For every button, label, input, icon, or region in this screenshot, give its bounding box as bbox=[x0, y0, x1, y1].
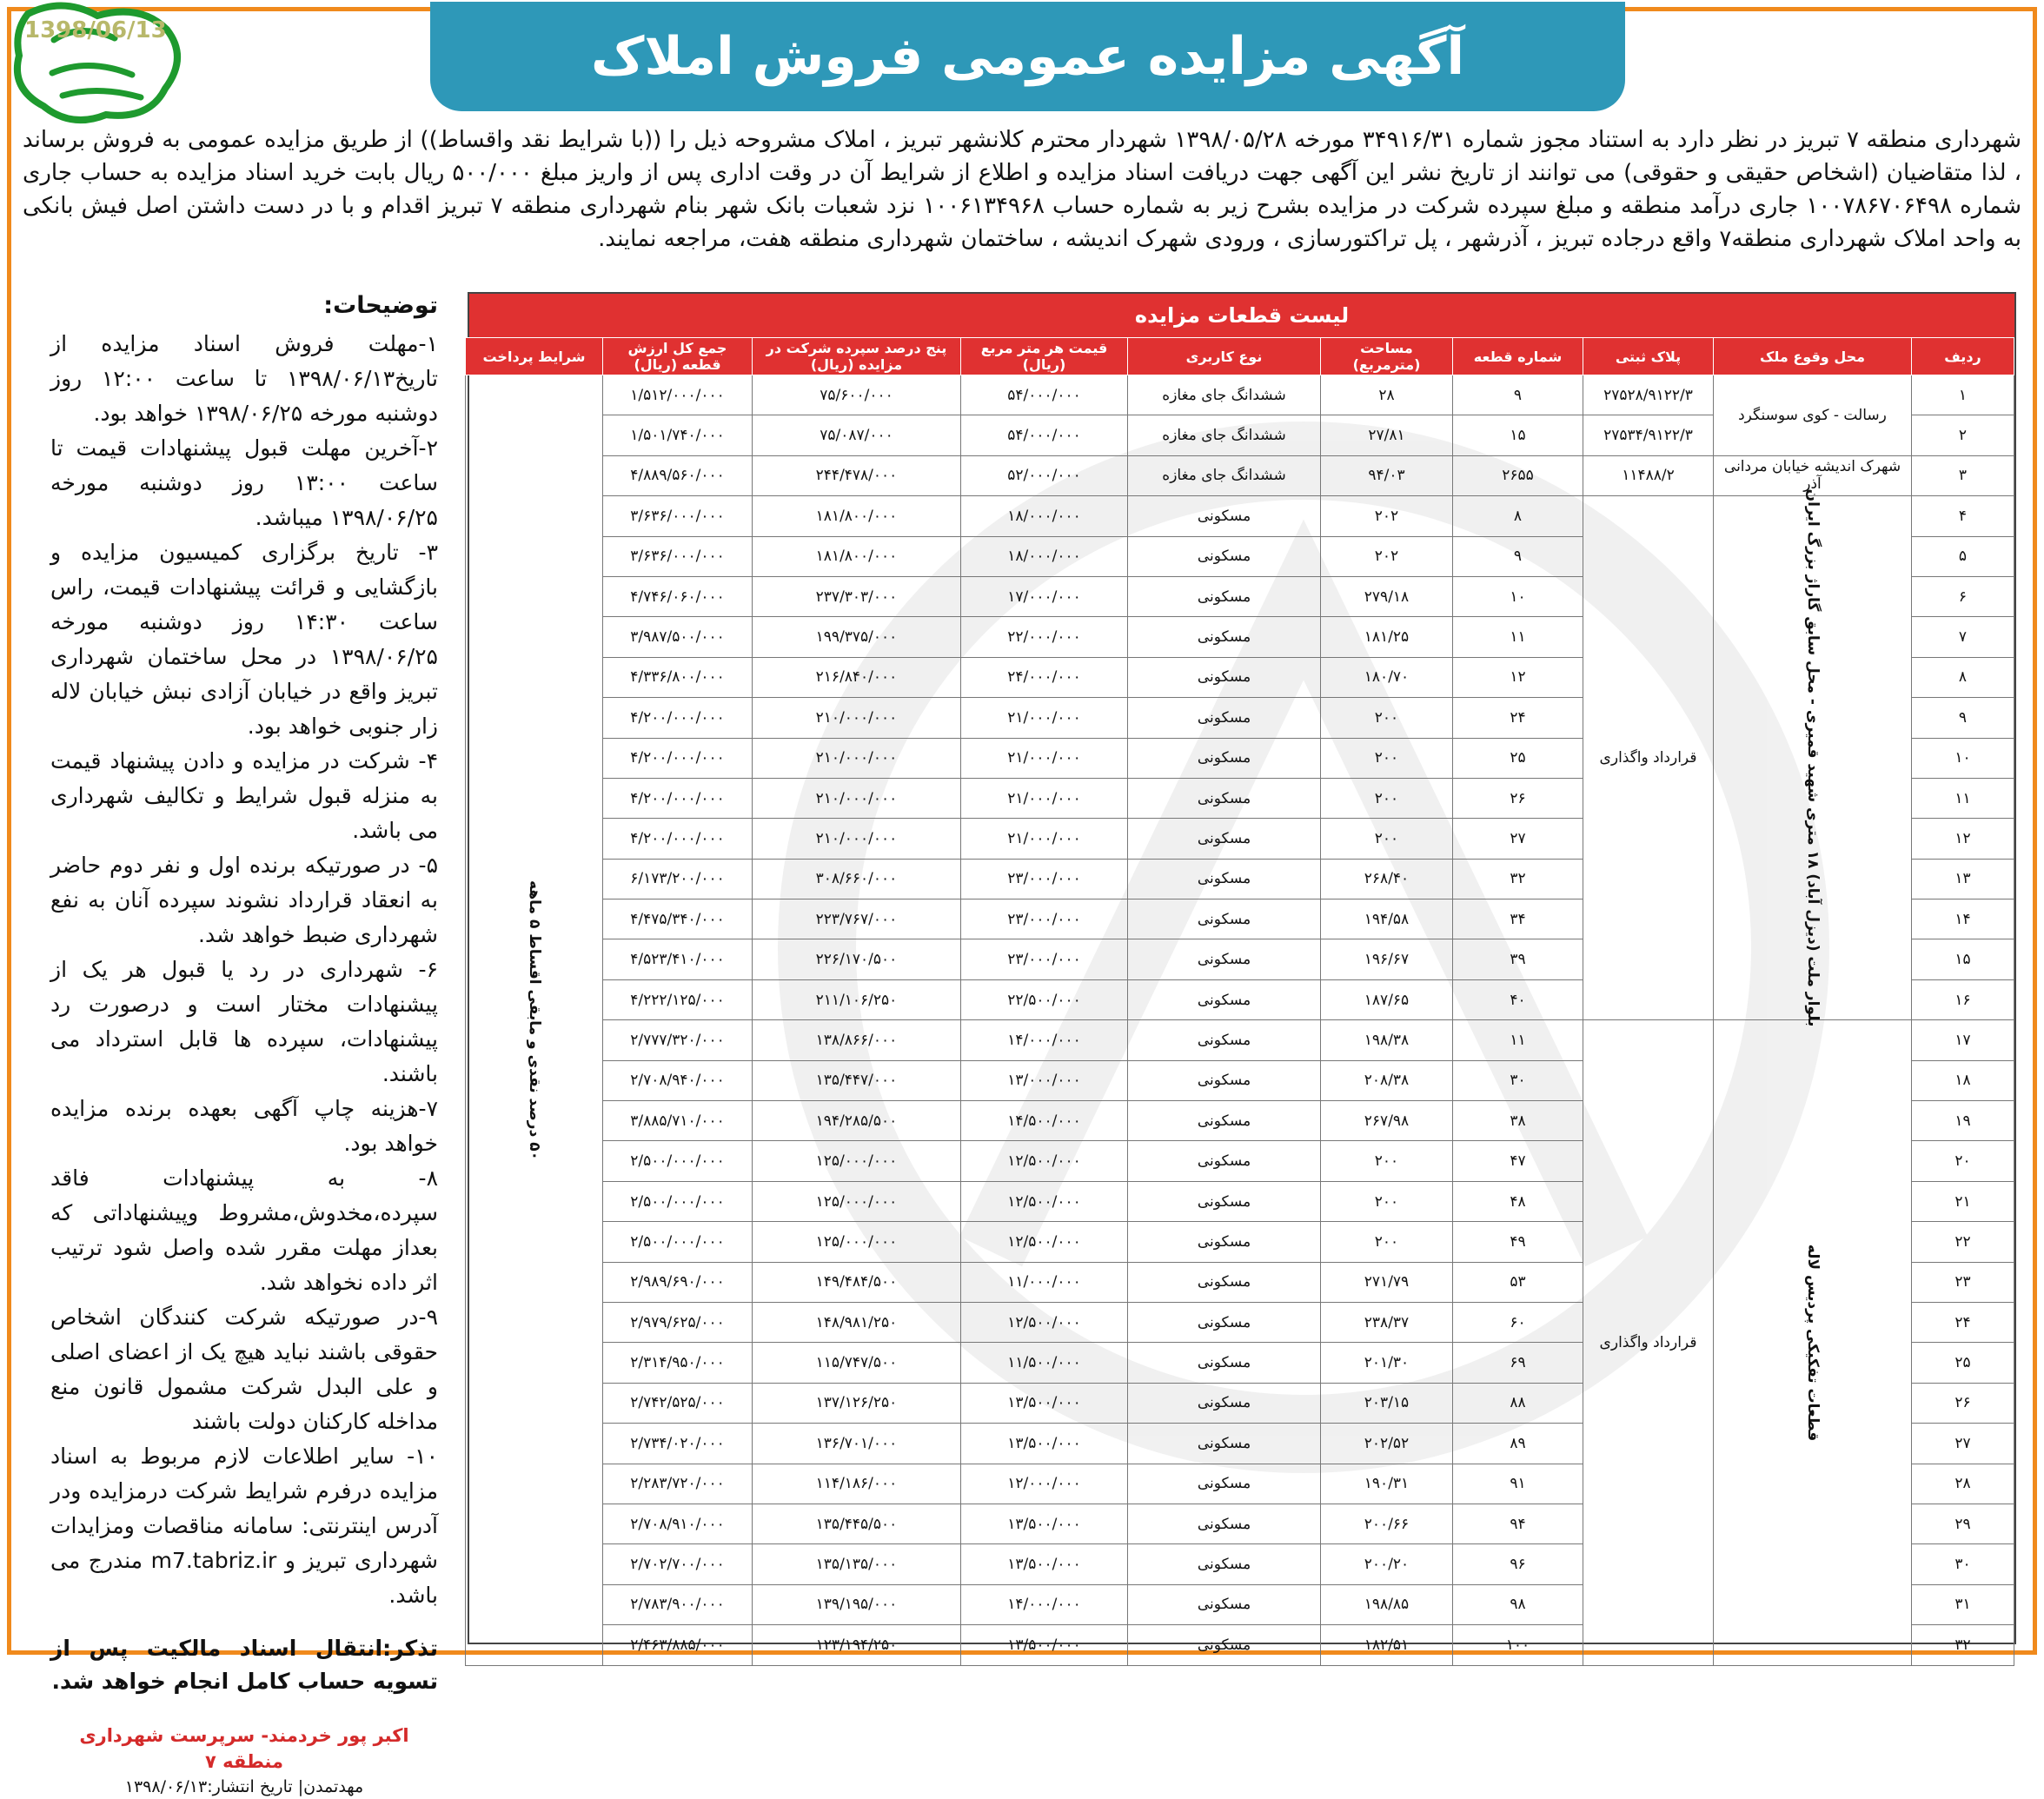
area-cell: ۲۳۸/۳۷ bbox=[1321, 1302, 1453, 1342]
price-per-meter-cell: ۱۸/۰۰۰/۰۰۰ bbox=[961, 536, 1128, 576]
note-item: ۶- شهرداری در رد یا قبول هر یک از پیشنهادات مختار است و درصورت رد پیشنهادات، سپرده ها قابل استرداد می باشند. bbox=[50, 957, 438, 1086]
page-title: آگهی مزایده عمومی فروش املاک bbox=[590, 26, 1465, 87]
title-banner bbox=[430, 2, 1625, 111]
payment-terms-text: ۵۰ درصد نقدی و مابقی اقساط ۵ ماهه bbox=[525, 880, 543, 1160]
total-value-cell: ۲/۵۰۰/۰۰۰/۰۰۰ bbox=[603, 1222, 753, 1262]
usage-cell: مسکونی bbox=[1128, 1544, 1321, 1584]
location-cell: رسالت - کوی سوسنگرد bbox=[1714, 375, 1912, 456]
total-value-cell: ۱/۵۰۱/۷۴۰/۰۰۰ bbox=[603, 415, 753, 455]
row-number-cell: ۶ bbox=[1912, 576, 2014, 616]
usage-cell: مسکونی bbox=[1128, 738, 1321, 778]
lot-number-cell: ۵۳ bbox=[1453, 1262, 1583, 1302]
price-per-meter-cell: ۱۲/۵۰۰/۰۰۰ bbox=[961, 1141, 1128, 1181]
price-per-meter-cell: ۲۳/۰۰۰/۰۰۰ bbox=[961, 859, 1128, 899]
plaque-cell: قرارداد واگذاری bbox=[1583, 1020, 1714, 1665]
lot-number-cell: ۱۰۰ bbox=[1453, 1625, 1583, 1665]
area-cell: ۲۶۸/۴۰ bbox=[1321, 859, 1453, 899]
area-cell: ۲۰۳/۱۵ bbox=[1321, 1383, 1453, 1423]
price-per-meter-cell: ۱۴/۰۰۰/۰۰۰ bbox=[961, 1584, 1128, 1624]
total-value-cell: ۴/۴۷۵/۳۴۰/۰۰۰ bbox=[603, 900, 753, 939]
municipality-logo bbox=[10, 5, 184, 127]
row-number-cell: ۱۷ bbox=[1912, 1020, 2014, 1060]
table-row bbox=[466, 1020, 2014, 1060]
row-number-cell: ۲۳ bbox=[1912, 1262, 2014, 1302]
total-value-cell: ۴/۷۴۶/۰۶۰/۰۰۰ bbox=[603, 576, 753, 616]
deposit-cell: ۱۹۹/۳۷۵/۰۰۰ bbox=[753, 617, 961, 657]
note-item: ۷-هزینه چاپ آگهی بعهده برنده مزایده خواهد بود. bbox=[50, 1096, 438, 1156]
area-cell: ۲۰۰ bbox=[1321, 1141, 1453, 1181]
usage-cell: مسکونی bbox=[1128, 617, 1321, 657]
price-per-meter-cell: ۲۳/۰۰۰/۰۰۰ bbox=[961, 900, 1128, 939]
deposit-cell: ۱۴۹/۴۸۴/۵۰۰ bbox=[753, 1262, 961, 1302]
total-value-cell: ۴/۸۸۹/۵۶۰/۰۰۰ bbox=[603, 455, 753, 495]
row-number-cell: ۱۵ bbox=[1912, 939, 2014, 979]
total-value-cell: ۳/۶۳۶/۰۰۰/۰۰۰ bbox=[603, 536, 753, 576]
reminder-text: تذکر:انتقال اسناد مالکیت پس از تسویه حساب کامل انجام خواهد شد. bbox=[50, 1636, 438, 1694]
lot-number-cell: ۱۱ bbox=[1453, 617, 1583, 657]
lot-number-cell: ۶۰ bbox=[1453, 1302, 1583, 1342]
deposit-cell: ۱۳۷/۱۲۶/۲۵۰ bbox=[753, 1383, 961, 1423]
plaque-cell: قرارداد واگذاری bbox=[1583, 496, 1714, 1020]
note-item: ۳- تاریخ برگزاری کمیسیون مزایده و بازگشایی و قرائت پیشنهادات قیمت، راس ساعت ۱۴:۳۰ روز دوشنبه مورخه ۱۳۹۸/۰۶/۲۵ در محل ساختمان شهرداری تبریز واقع در خیابان آزادی نبش خیابان لاله زار جنوبی خواهد بود. bbox=[50, 540, 438, 739]
table-title: لیست قطعات مزایده bbox=[469, 294, 2014, 337]
price-per-meter-cell: ۱۱/۵۰۰/۰۰۰ bbox=[961, 1343, 1128, 1383]
lot-number-cell: ۲۶۵۵ bbox=[1453, 455, 1583, 495]
usage-cell: مسکونی bbox=[1128, 778, 1321, 818]
row-number-cell: ۳ bbox=[1912, 455, 2014, 495]
usage-cell: مسکونی bbox=[1128, 1343, 1321, 1383]
row-number-cell: ۲۵ bbox=[1912, 1343, 2014, 1383]
total-value-cell: ۶/۱۷۳/۲۰۰/۰۰۰ bbox=[603, 859, 753, 899]
row-number-cell: ۱۲ bbox=[1912, 819, 2014, 859]
price-per-meter-cell: ۱۴/۵۰۰/۰۰۰ bbox=[961, 1101, 1128, 1141]
row-number-cell: ۳۱ bbox=[1912, 1584, 2014, 1624]
row-number-cell: ۱۱ bbox=[1912, 778, 2014, 818]
usage-cell: مسکونی bbox=[1128, 1424, 1321, 1464]
price-per-meter-cell: ۱۳/۵۰۰/۰۰۰ bbox=[961, 1424, 1128, 1464]
column-header: شرایط پرداخت bbox=[466, 338, 603, 375]
area-cell: ۱۹۶/۶۷ bbox=[1321, 939, 1453, 979]
row-number-cell: ۲۲ bbox=[1912, 1222, 2014, 1262]
column-header: محل وقوع ملک bbox=[1714, 338, 1912, 375]
total-value-cell: ۴/۲۰۰/۰۰۰/۰۰۰ bbox=[603, 819, 753, 859]
column-header: پنج درصد سپرده شرکت در مزایده (ریال) bbox=[753, 338, 961, 375]
usage-cell: ششدانگ جای مغازه bbox=[1128, 375, 1321, 415]
note-item: ۹-در صورتیکه شرکت کنندگان اشخاص حقوقی باشند نباید هیچ یک از اعضای اصلی و علی البدل شرکت مشمول قانون منع مداخله کارکنان دولت باشند bbox=[50, 1304, 438, 1434]
location-text: قطعات تفکیکی پردیس لاله bbox=[1803, 1244, 1822, 1442]
signer-name: اکبر پور خردمند- سرپرست شهرداری منطقه ۷ bbox=[79, 1725, 409, 1772]
row-number-cell: ۳۰ bbox=[1912, 1544, 2014, 1584]
price-per-meter-cell: ۱۲/۵۰۰/۰۰۰ bbox=[961, 1181, 1128, 1221]
usage-cell: مسکونی bbox=[1128, 1464, 1321, 1504]
area-cell: ۲۰۰ bbox=[1321, 1181, 1453, 1221]
price-per-meter-cell: ۱۴/۰۰۰/۰۰۰ bbox=[961, 1020, 1128, 1060]
usage-cell: مسکونی bbox=[1128, 819, 1321, 859]
usage-cell: مسکونی bbox=[1128, 859, 1321, 899]
total-value-cell: ۱/۵۱۲/۰۰۰/۰۰۰ bbox=[603, 375, 753, 415]
deposit-cell: ۷۵/۶۰۰/۰۰۰ bbox=[753, 375, 961, 415]
price-per-meter-cell: ۲۳/۰۰۰/۰۰۰ bbox=[961, 939, 1128, 979]
total-value-cell: ۲/۷۸۳/۹۰۰/۰۰۰ bbox=[603, 1584, 753, 1624]
usage-cell: مسکونی bbox=[1128, 1020, 1321, 1060]
area-cell: ۱۹۸/۸۵ bbox=[1321, 1584, 1453, 1624]
deposit-cell: ۱۲۵/۰۰۰/۰۰۰ bbox=[753, 1222, 961, 1262]
price-per-meter-cell: ۵۲/۰۰۰/۰۰۰ bbox=[961, 455, 1128, 495]
deposit-cell: ۲۱۰/۰۰۰/۰۰۰ bbox=[753, 778, 961, 818]
intro-paragraph: شهرداری منطقه ۷ تبریز در نظر دارد به استناد مجوز شماره ۳۴۹۱۶/۳۱ مورخه ۱۳۹۸/۰۵/۲۸ شهردار محترم کلانشهر تبریز ، املاک مشروحه ذیل را ((با شرایط نقد واقساط)) از طریق مزایده عمومی به فروش برساند ، لذا متقاضیان (اشخاص حقیقی و حقوقی) می توانند از تاریخ نشر این آگهی جهت دریافت اسناد مزایده و اطلاع از شرایط آن در وقت اداری پس از واریز مبلغ ۵۰۰/۰۰۰ ریال بابت خرید اسناد مزایده به حساب جاری شماره ۱۰۰۷۸۶۷۰۶۴۹۸ جاری درآمد منطقه و مبلغ سپرده شرکت در مزایده بشرح زیر به شماره حساب ۱۰۰۶۱۳۴۹۶۸ نزد شعبات بانک شهر بنام شهرداری منطقه ۷ تبریز اقدام و با در دست داشتن اصل فیش بانکی به واحد املاک شهرداری منطقه۷ واقع درجاده تبریز ، آذرشهر ، پل تراکتورسازی ، ورودی شهرک اندیشه ، ساختمان شهرداری منطقه هفت، مراجعه نمایند. bbox=[23, 127, 2021, 252]
usage-cell: مسکونی bbox=[1128, 1060, 1321, 1100]
deposit-cell: ۱۹۴/۲۸۵/۵۰۰ bbox=[753, 1101, 961, 1141]
total-value-cell: ۳/۹۸۷/۵۰۰/۰۰۰ bbox=[603, 617, 753, 657]
area-cell: ۱۹۸/۳۸ bbox=[1321, 1020, 1453, 1060]
column-header: شماره قطعه bbox=[1453, 338, 1583, 375]
price-per-meter-cell: ۱۱/۰۰۰/۰۰۰ bbox=[961, 1262, 1128, 1302]
area-cell: ۲۰۱/۳۰ bbox=[1321, 1343, 1453, 1383]
table-header-row bbox=[466, 338, 2014, 375]
lot-number-cell: ۳۲ bbox=[1453, 859, 1583, 899]
usage-cell: ششدانگ جای مغازه bbox=[1128, 455, 1321, 495]
total-value-cell: ۲/۷۰۸/۹۴۰/۰۰۰ bbox=[603, 1060, 753, 1100]
area-cell: ۹۴/۰۳ bbox=[1321, 455, 1453, 495]
deposit-cell: ۱۳۵/۱۳۵/۰۰۰ bbox=[753, 1544, 961, 1584]
usage-cell: مسکونی bbox=[1128, 1101, 1321, 1141]
total-value-cell: ۴/۳۳۶/۸۰۰/۰۰۰ bbox=[603, 657, 753, 697]
area-cell: ۲۸ bbox=[1321, 375, 1453, 415]
lot-number-cell: ۱۵ bbox=[1453, 415, 1583, 455]
row-number-cell: ۴ bbox=[1912, 496, 2014, 536]
lot-number-cell: ۳۴ bbox=[1453, 900, 1583, 939]
area-cell: ۱۸۲/۵۱ bbox=[1321, 1625, 1453, 1665]
notes-heading: توضیحات: bbox=[323, 292, 438, 319]
price-per-meter-cell: ۱۳/۵۰۰/۰۰۰ bbox=[961, 1383, 1128, 1423]
price-per-meter-cell: ۵۴/۰۰۰/۰۰۰ bbox=[961, 415, 1128, 455]
row-number-cell: ۲۰ bbox=[1912, 1141, 2014, 1181]
lots-table bbox=[465, 337, 2014, 1666]
price-per-meter-cell: ۱۳/۵۰۰/۰۰۰ bbox=[961, 1625, 1128, 1665]
area-cell: ۲۰۰ bbox=[1321, 819, 1453, 859]
lot-number-cell: ۴۹ bbox=[1453, 1222, 1583, 1262]
area-cell: ۲۰۰ bbox=[1321, 778, 1453, 818]
lot-number-cell: ۹۱ bbox=[1453, 1464, 1583, 1504]
table-body bbox=[466, 375, 2014, 1666]
total-value-cell: ۲/۹۸۹/۶۹۰/۰۰۰ bbox=[603, 1262, 753, 1302]
total-value-cell: ۲/۷۷۷/۳۲۰/۰۰۰ bbox=[603, 1020, 753, 1060]
area-cell: ۲۰۰ bbox=[1321, 738, 1453, 778]
area-cell: ۲۰۰/۶۶ bbox=[1321, 1504, 1453, 1543]
usage-cell: مسکونی bbox=[1128, 1584, 1321, 1624]
area-cell: ۲۰۰ bbox=[1321, 698, 1453, 738]
row-number-cell: ۱۴ bbox=[1912, 900, 2014, 939]
area-cell: ۱۸۰/۷۰ bbox=[1321, 657, 1453, 697]
total-value-cell: ۲/۹۷۹/۶۲۵/۰۰۰ bbox=[603, 1302, 753, 1342]
row-number-cell: ۷ bbox=[1912, 617, 2014, 657]
area-cell: ۲۰۲ bbox=[1321, 496, 1453, 536]
total-value-cell: ۲/۷۰۸/۹۱۰/۰۰۰ bbox=[603, 1504, 753, 1543]
lot-number-cell: ۲۵ bbox=[1453, 738, 1583, 778]
row-number-cell: ۲۹ bbox=[1912, 1504, 2014, 1543]
area-cell: ۲۰۸/۳۸ bbox=[1321, 1060, 1453, 1100]
price-per-meter-cell: ۱۸/۰۰۰/۰۰۰ bbox=[961, 496, 1128, 536]
total-value-cell: ۳/۶۳۶/۰۰۰/۰۰۰ bbox=[603, 496, 753, 536]
price-per-meter-cell: ۲۱/۰۰۰/۰۰۰ bbox=[961, 738, 1128, 778]
publication-info: مهدتمدن| تاریخ انتشار:۱۳۹۸/۰۶/۱۳ bbox=[124, 1777, 364, 1796]
usage-cell: مسکونی bbox=[1128, 939, 1321, 979]
total-value-cell: ۴/۵۲۳/۴۱۰/۰۰۰ bbox=[603, 939, 753, 979]
price-per-meter-cell: ۲۴/۰۰۰/۰۰۰ bbox=[961, 657, 1128, 697]
note-item: ۵- در صورتیکه برنده اول و نفر دوم حاضر به انعقاد قرارداد نشوند سپرده آنان به نفع شهرداری ضبط خواهد شد. bbox=[50, 853, 438, 947]
usage-cell: مسکونی bbox=[1128, 1222, 1321, 1262]
area-cell: ۱۸۷/۶۵ bbox=[1321, 979, 1453, 1019]
price-per-meter-cell: ۱۳/۰۰۰/۰۰۰ bbox=[961, 1060, 1128, 1100]
notes-panel bbox=[50, 289, 438, 1799]
lot-number-cell: ۴۸ bbox=[1453, 1181, 1583, 1221]
lot-number-cell: ۴۷ bbox=[1453, 1141, 1583, 1181]
lot-number-cell: ۲۶ bbox=[1453, 778, 1583, 818]
total-value-cell: ۴/۲۰۰/۰۰۰/۰۰۰ bbox=[603, 738, 753, 778]
plaque-cell: ۲۷۵۲۸/۹۱۲۲/۳ bbox=[1583, 375, 1714, 415]
price-per-meter-cell: ۱۲/۵۰۰/۰۰۰ bbox=[961, 1302, 1128, 1342]
area-cell: ۱۸۱/۲۵ bbox=[1321, 617, 1453, 657]
area-cell: ۲۰۰ bbox=[1321, 1222, 1453, 1262]
usage-cell: مسکونی bbox=[1128, 1262, 1321, 1302]
deposit-cell: ۲۱۰/۰۰۰/۰۰۰ bbox=[753, 819, 961, 859]
price-per-meter-cell: ۲۲/۰۰۰/۰۰۰ bbox=[961, 617, 1128, 657]
area-cell: ۲۶۷/۹۸ bbox=[1321, 1101, 1453, 1141]
total-value-cell: ۴/۲۰۰/۰۰۰/۰۰۰ bbox=[603, 778, 753, 818]
logo-date-stamp: 1398/06/13 bbox=[24, 17, 167, 43]
deposit-cell: ۱۸۱/۸۰۰/۰۰۰ bbox=[753, 496, 961, 536]
lot-number-cell: ۹ bbox=[1453, 375, 1583, 415]
deposit-cell: ۱۳۶/۷۰۱/۰۰۰ bbox=[753, 1424, 961, 1464]
usage-cell: مسکونی bbox=[1128, 900, 1321, 939]
row-number-cell: ۳۲ bbox=[1912, 1625, 2014, 1665]
usage-cell: مسکونی bbox=[1128, 1141, 1321, 1181]
total-value-cell: ۴/۲۲۲/۱۲۵/۰۰۰ bbox=[603, 979, 753, 1019]
lot-number-cell: ۹۸ bbox=[1453, 1584, 1583, 1624]
deposit-cell: ۲۳۷/۳۰۳/۰۰۰ bbox=[753, 576, 961, 616]
note-item: ۲-آخرین مهلت قبول پیشنهادات قیمت تا ساعت ۱۳:۰۰ روز دوشنبه مورخه ۱۳۹۸/۰۶/۲۵ میباشد. bbox=[50, 435, 438, 530]
total-value-cell: ۲/۷۴۲/۵۲۵/۰۰۰ bbox=[603, 1383, 753, 1423]
deposit-cell: ۳۰۸/۶۶۰/۰۰۰ bbox=[753, 859, 961, 899]
usage-cell: مسکونی bbox=[1128, 698, 1321, 738]
row-number-cell: ۸ bbox=[1912, 657, 2014, 697]
deposit-cell: ۲۱۶/۸۴۰/۰۰۰ bbox=[753, 657, 961, 697]
price-per-meter-cell: ۱۲/۰۰۰/۰۰۰ bbox=[961, 1464, 1128, 1504]
area-cell: ۲۰۰/۲۰ bbox=[1321, 1544, 1453, 1584]
total-value-cell: ۲/۵۰۰/۰۰۰/۰۰۰ bbox=[603, 1141, 753, 1181]
total-value-cell: ۲/۵۰۰/۰۰۰/۰۰۰ bbox=[603, 1181, 753, 1221]
location-text: بلوار ملت (دیزل آباد) ۱۸ متری شهید قمیری - محل سابق گاراژ بزرگ ایران bbox=[1803, 488, 1822, 1027]
usage-cell: مسکونی bbox=[1128, 1625, 1321, 1665]
lot-number-cell: ۸ bbox=[1453, 496, 1583, 536]
row-number-cell: ۱۳ bbox=[1912, 859, 2014, 899]
deposit-cell: ۱۲۵/۰۰۰/۰۰۰ bbox=[753, 1181, 961, 1221]
usage-cell: مسکونی bbox=[1128, 496, 1321, 536]
lot-number-cell: ۸۹ bbox=[1453, 1424, 1583, 1464]
price-per-meter-cell: ۱۳/۵۰۰/۰۰۰ bbox=[961, 1504, 1128, 1543]
usage-cell: مسکونی bbox=[1128, 1504, 1321, 1543]
lot-number-cell: ۱۱ bbox=[1453, 1020, 1583, 1060]
lot-number-cell: ۱۰ bbox=[1453, 576, 1583, 616]
note-item: ۴- شرکت در مزایده و دادن پیشنهاد قیمت به منزله قبول شرایط و تکالیف شهرداری می باشد. bbox=[50, 748, 438, 843]
total-value-cell: ۲/۷۳۴/۰۲۰/۰۰۰ bbox=[603, 1424, 753, 1464]
row-number-cell: ۵ bbox=[1912, 536, 2014, 576]
row-number-cell: ۹ bbox=[1912, 698, 2014, 738]
deposit-cell: ۲۴۴/۴۷۸/۰۰۰ bbox=[753, 455, 961, 495]
note-item: ۱۰- سایر اطلاعات لازم مربوط به اسناد مزایده درفرم شرایط شرکت درمزایده ودر آدرس اینترنتی: سامانه مناقصات ومزایدات شهرداری تبریز و m7.tabriz.ir مندرج می باشد. bbox=[50, 1444, 439, 1608]
location-cell: شهرک اندیشه خیابان مردانی آذر bbox=[1714, 455, 1912, 495]
lot-number-cell: ۳۰ bbox=[1453, 1060, 1583, 1100]
table-row bbox=[466, 455, 2014, 495]
deposit-cell: ۷۵/۰۸۷/۰۰۰ bbox=[753, 415, 961, 455]
total-value-cell: ۴/۲۰۰/۰۰۰/۰۰۰ bbox=[603, 698, 753, 738]
deposit-cell: ۱۴۸/۹۸۱/۲۵۰ bbox=[753, 1302, 961, 1342]
area-cell: ۱۹۴/۵۸ bbox=[1321, 900, 1453, 939]
column-header: پلاک ثبتی bbox=[1583, 338, 1714, 375]
row-number-cell: ۱۸ bbox=[1912, 1060, 2014, 1100]
deposit-cell: ۲۱۱/۱۰۶/۲۵۰ bbox=[753, 979, 961, 1019]
price-per-meter-cell: ۱۷/۰۰۰/۰۰۰ bbox=[961, 576, 1128, 616]
total-value-cell: ۳/۸۸۵/۷۱۰/۰۰۰ bbox=[603, 1101, 753, 1141]
row-number-cell: ۱۰ bbox=[1912, 738, 2014, 778]
usage-cell: مسکونی bbox=[1128, 657, 1321, 697]
area-cell: ۲۷/۸۱ bbox=[1321, 415, 1453, 455]
row-number-cell: ۲۱ bbox=[1912, 1181, 2014, 1221]
deposit-cell: ۲۲۳/۷۶۷/۰۰۰ bbox=[753, 900, 961, 939]
row-number-cell: ۱ bbox=[1912, 375, 2014, 415]
row-number-cell: ۲۶ bbox=[1912, 1383, 2014, 1423]
deposit-cell: ۱۱۴/۱۸۶/۰۰۰ bbox=[753, 1464, 961, 1504]
lot-number-cell: ۲۷ bbox=[1453, 819, 1583, 859]
column-header: نوع کاربری bbox=[1128, 338, 1321, 375]
payment-terms-cell bbox=[466, 375, 603, 1666]
column-header: مساحت (مترمربع) bbox=[1321, 338, 1453, 375]
deposit-cell: ۱۳۹/۱۹۵/۰۰۰ bbox=[753, 1584, 961, 1624]
lot-number-cell: ۳۹ bbox=[1453, 939, 1583, 979]
usage-cell: مسکونی bbox=[1128, 1181, 1321, 1221]
deposit-cell: ۲۱۰/۰۰۰/۰۰۰ bbox=[753, 698, 961, 738]
total-value-cell: ۲/۴۶۳/۸۸۵/۰۰۰ bbox=[603, 1625, 753, 1665]
deposit-cell: ۲۲۶/۱۷۰/۵۰۰ bbox=[753, 939, 961, 979]
deposit-cell: ۱۲۵/۰۰۰/۰۰۰ bbox=[753, 1141, 961, 1181]
auction-table bbox=[468, 292, 2016, 1654]
usage-cell: مسکونی bbox=[1128, 1302, 1321, 1342]
plaque-cell: ۱۱۴۸۸/۲ bbox=[1583, 455, 1714, 495]
lot-number-cell: ۳۸ bbox=[1453, 1101, 1583, 1141]
notes-list bbox=[50, 327, 438, 1613]
column-header: قیمت هر متر مربع (ریال) bbox=[961, 338, 1128, 375]
area-cell: ۲۷۱/۷۹ bbox=[1321, 1262, 1453, 1302]
note-item: ۱-مهلت فروش اسناد مزایده از تاریخ۱۳۹۸/۰۶/۱۳ تا ساعت ۱۲:۰۰ روز دوشنبه مورخه ۱۳۹۸/۰۶/۲۵ خواهد بود. bbox=[50, 331, 438, 426]
price-per-meter-cell: ۵۴/۰۰۰/۰۰۰ bbox=[961, 375, 1128, 415]
total-value-cell: ۲/۷۰۲/۷۰۰/۰۰۰ bbox=[603, 1544, 753, 1584]
price-per-meter-cell: ۱۲/۵۰۰/۰۰۰ bbox=[961, 1222, 1128, 1262]
deposit-cell: ۱۳۵/۴۴۵/۵۰۰ bbox=[753, 1504, 961, 1543]
area-cell: ۲۰۲/۵۲ bbox=[1321, 1424, 1453, 1464]
deposit-cell: ۱۳۵/۴۴۷/۰۰۰ bbox=[753, 1060, 961, 1100]
usage-cell: ششدانگ جای مغازه bbox=[1128, 415, 1321, 455]
row-number-cell: ۱۹ bbox=[1912, 1101, 2014, 1141]
total-value-cell: ۲/۲۸۳/۷۲۰/۰۰۰ bbox=[603, 1464, 753, 1504]
area-cell: ۱۹۰/۳۱ bbox=[1321, 1464, 1453, 1504]
price-per-meter-cell: ۲۱/۰۰۰/۰۰۰ bbox=[961, 778, 1128, 818]
area-cell: ۲۷۹/۱۸ bbox=[1321, 576, 1453, 616]
lot-number-cell: ۹۶ bbox=[1453, 1544, 1583, 1584]
row-number-cell: ۲۴ bbox=[1912, 1302, 2014, 1342]
row-number-cell: ۲ bbox=[1912, 415, 2014, 455]
row-number-cell: ۲۷ bbox=[1912, 1424, 2014, 1464]
table-row bbox=[466, 375, 2014, 415]
column-header: جمع کل ارزش قطعه (ریال) bbox=[603, 338, 753, 375]
usage-cell: مسکونی bbox=[1128, 576, 1321, 616]
price-per-meter-cell: ۱۳/۵۰۰/۰۰۰ bbox=[961, 1544, 1128, 1584]
row-number-cell: ۱۶ bbox=[1912, 979, 2014, 1019]
lot-number-cell: ۹ bbox=[1453, 536, 1583, 576]
note-item: ۸- به پیشنهادات فاقد سپرده،مخدوش،مشروط وپیشنهاداتی که بعداز مهلت مقرر شده واصل شود ترتیب اثر داده نخواهد شد. bbox=[50, 1165, 438, 1295]
price-per-meter-cell: ۲۱/۰۰۰/۰۰۰ bbox=[961, 819, 1128, 859]
lot-number-cell: ۹۴ bbox=[1453, 1504, 1583, 1543]
usage-cell: مسکونی bbox=[1128, 979, 1321, 1019]
price-per-meter-cell: ۲۲/۵۰۰/۰۰۰ bbox=[961, 979, 1128, 1019]
lot-number-cell: ۴۰ bbox=[1453, 979, 1583, 1019]
deposit-cell: ۱۸۱/۸۰۰/۰۰۰ bbox=[753, 536, 961, 576]
total-value-cell: ۲/۳۱۴/۹۵۰/۰۰۰ bbox=[603, 1343, 753, 1383]
row-number-cell: ۲۸ bbox=[1912, 1464, 2014, 1504]
plaque-cell: ۲۷۵۳۴/۹۱۲۲/۳ bbox=[1583, 415, 1714, 455]
deposit-cell: ۱۳۸/۸۶۶/۰۰۰ bbox=[753, 1020, 961, 1060]
lot-number-cell: ۸۸ bbox=[1453, 1383, 1583, 1423]
area-cell: ۲۰۲ bbox=[1321, 536, 1453, 576]
lot-number-cell: ۶۹ bbox=[1453, 1343, 1583, 1383]
deposit-cell: ۱۱۵/۷۴۷/۵۰۰ bbox=[753, 1343, 961, 1383]
deposit-cell: ۱۲۳/۱۹۴/۲۵۰ bbox=[753, 1625, 961, 1665]
usage-cell: مسکونی bbox=[1128, 1383, 1321, 1423]
deposit-cell: ۲۱۰/۰۰۰/۰۰۰ bbox=[753, 738, 961, 778]
location-cell bbox=[1714, 1020, 1912, 1665]
lot-number-cell: ۲۴ bbox=[1453, 698, 1583, 738]
table-row bbox=[466, 496, 2014, 536]
column-header: ردیف bbox=[1912, 338, 2014, 375]
location-cell bbox=[1714, 488, 1912, 1027]
usage-cell: مسکونی bbox=[1128, 536, 1321, 576]
lot-number-cell: ۱۲ bbox=[1453, 657, 1583, 697]
price-per-meter-cell: ۲۱/۰۰۰/۰۰۰ bbox=[961, 698, 1128, 738]
